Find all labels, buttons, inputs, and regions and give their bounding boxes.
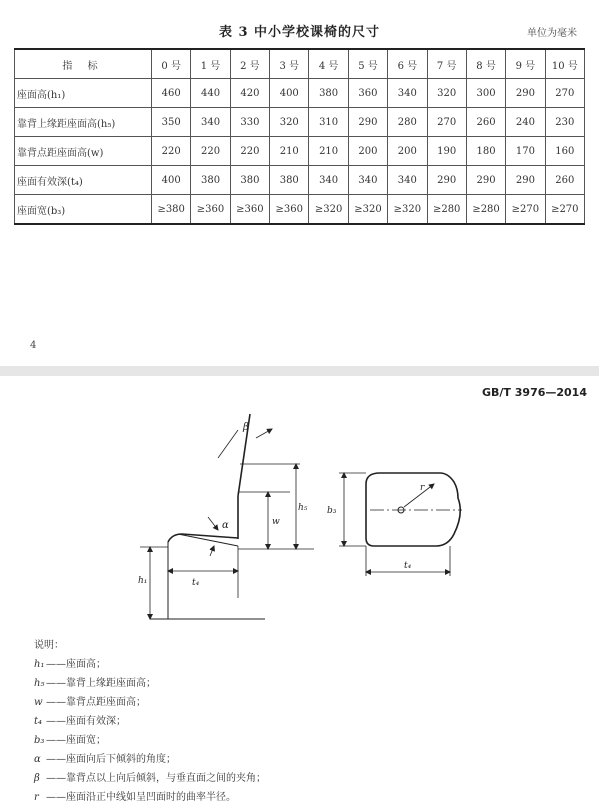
table-cell: 380: [191, 166, 230, 195]
table-cell: ≥320: [309, 195, 348, 225]
seat-line: [168, 534, 238, 542]
standard-code: GB/T 3976—2014: [482, 386, 587, 399]
legend-symbol: h₅: [34, 678, 45, 689]
table-row: [15, 79, 585, 108]
table-row: [15, 108, 585, 137]
legend-item: [34, 712, 266, 731]
legend-text: ——座面沿正中线如呈凹面时的曲率半径。: [46, 792, 236, 803]
header-indicator: 指 标: [15, 49, 152, 79]
table-cell: 340: [388, 79, 427, 108]
seat-outline: [366, 473, 460, 546]
table-cell: ≥270: [506, 195, 545, 225]
alpha-label: α: [222, 520, 229, 531]
unit-note: 单位为毫米: [527, 28, 577, 39]
table-cell: 200: [348, 137, 387, 166]
h1-label: h₁: [138, 576, 148, 586]
chair-dimension-figure: [0, 376, 599, 626]
legend-text: ——座面宽；: [46, 735, 106, 746]
beta-label: β: [243, 422, 249, 433]
table-cell: 190: [427, 137, 466, 166]
page-separator: [0, 366, 599, 376]
table-cell: ≥360: [230, 195, 269, 225]
table-cell: 290: [348, 108, 387, 137]
table-cell: 220: [230, 137, 269, 166]
table-cell: 230: [545, 108, 584, 137]
table-cell: 340: [309, 166, 348, 195]
top-view: [339, 473, 462, 576]
legend-item: [34, 788, 266, 807]
table-cell: 160: [545, 137, 584, 166]
table-cell: 400: [270, 79, 309, 108]
legend-item: [34, 693, 266, 712]
table-cell: 270: [545, 79, 584, 108]
header-size-10: 10 号: [545, 49, 584, 79]
b3-label: b₃: [327, 506, 337, 516]
table-cell: 400: [152, 166, 191, 195]
table-row: [15, 137, 585, 166]
alpha-arrow: [208, 517, 218, 530]
page-four: [0, 0, 599, 366]
legend-text: ——靠背点以上向后倾斜，与垂直面之间的夹角；: [46, 773, 266, 784]
table-cell: 240: [506, 108, 545, 137]
table-cell: ≥360: [270, 195, 309, 225]
table-cell: 200: [388, 137, 427, 166]
page-number: 4: [30, 340, 37, 351]
table-cell: 320: [270, 108, 309, 137]
legend-symbol: α: [34, 754, 41, 765]
table-cell: ≥320: [348, 195, 387, 225]
alpha-pointer: [210, 546, 214, 556]
table-cell: 310: [309, 108, 348, 137]
row-label: 座面高(h₁): [15, 79, 152, 108]
legend-item: [34, 769, 266, 788]
table-cell: ≥360: [191, 195, 230, 225]
table-cell: 220: [191, 137, 230, 166]
row-label: 靠背上缘距座面高(h₅): [15, 108, 152, 137]
table-cell: ≥320: [388, 195, 427, 225]
legend: [34, 636, 266, 807]
table-cell: 380: [230, 166, 269, 195]
table-cell: 300: [466, 79, 505, 108]
table-cell: 290: [506, 166, 545, 195]
table-cell: 260: [545, 166, 584, 195]
legend-text: ——座面高；: [46, 659, 106, 670]
legend-symbol: b₃: [34, 735, 45, 746]
beta-arrow: [256, 429, 272, 438]
table-cell: 350: [152, 108, 191, 137]
legend-symbol: t₄: [34, 716, 43, 727]
legend-symbol: w: [34, 697, 43, 708]
header-size-7: 7 号: [427, 49, 466, 79]
header-size-9: 9 号: [506, 49, 545, 79]
chair-dimension-table: [14, 48, 585, 225]
table-cell: 420: [230, 79, 269, 108]
legend-text: ——座面有效深；: [46, 716, 126, 727]
beta-ref-line: [218, 430, 238, 458]
table-cell: 460: [152, 79, 191, 108]
table-cell: 440: [191, 79, 230, 108]
table-cell: 210: [309, 137, 348, 166]
legend-title: 说明：: [34, 640, 64, 651]
table-cell: 290: [466, 166, 505, 195]
table-cell: 360: [348, 79, 387, 108]
table-cell: 210: [270, 137, 309, 166]
table-cell: 340: [191, 108, 230, 137]
table-cell: 380: [270, 166, 309, 195]
table-cell: 320: [427, 79, 466, 108]
w-label: w: [272, 517, 280, 527]
legend-text: ——靠背点距座面高；: [46, 697, 146, 708]
legend-symbol: h₁: [34, 659, 45, 670]
table-row: [15, 166, 585, 195]
legend-item: [34, 731, 266, 750]
legend-item: [34, 655, 266, 674]
legend-item: [34, 674, 266, 693]
t4-left-label: t₄: [192, 578, 200, 588]
row-label: 座面有效深(t₄): [15, 166, 152, 195]
r-label: r: [420, 483, 425, 493]
table-cell: 290: [506, 79, 545, 108]
table-cell: 270: [427, 108, 466, 137]
table-cell: ≥280: [466, 195, 505, 225]
table-cell: 170: [506, 137, 545, 166]
table-header-row: [15, 49, 585, 79]
page-five: [0, 376, 599, 803]
legend-item: [34, 750, 266, 769]
header-size-2: 2 号: [230, 49, 269, 79]
header-size-5: 5 号: [348, 49, 387, 79]
table-cell: 290: [427, 166, 466, 195]
legend-symbol: β: [34, 773, 40, 784]
legend-symbol: r: [34, 792, 39, 803]
table-cell: ≥270: [545, 195, 584, 225]
side-view: [140, 414, 314, 619]
header-size-6: 6 号: [388, 49, 427, 79]
table-cell: 380: [309, 79, 348, 108]
table-cell: 260: [466, 108, 505, 137]
legend-text: ——靠背上缘距座面高；: [46, 678, 156, 689]
table-title: 表 3 中小学校课椅的尺寸: [218, 25, 381, 40]
row-label: 座面宽(b₃): [15, 195, 152, 225]
radius-line: [404, 484, 434, 507]
t4-right-label: t₄: [404, 561, 412, 571]
header-size-1: 1 号: [191, 49, 230, 79]
table-cell: ≥280: [427, 195, 466, 225]
table-cell: 340: [388, 166, 427, 195]
row-label: 靠背点距座面高(w): [15, 137, 152, 166]
table-cell: 220: [152, 137, 191, 166]
header-size-0: 0 号: [152, 49, 191, 79]
table-row: [15, 195, 585, 225]
header-size-3: 3 号: [270, 49, 309, 79]
header-size-4: 4 号: [309, 49, 348, 79]
header-size-8: 8 号: [466, 49, 505, 79]
h5-label: h₅: [298, 503, 308, 513]
table-cell: 180: [466, 137, 505, 166]
table-cell: 330: [230, 108, 269, 137]
table-cell: 340: [348, 166, 387, 195]
table-cell: 280: [388, 108, 427, 137]
table-cell: ≥380: [152, 195, 191, 225]
legend-text: ——座面向后下倾斜的角度；: [46, 754, 176, 765]
legend-items: [34, 655, 266, 807]
